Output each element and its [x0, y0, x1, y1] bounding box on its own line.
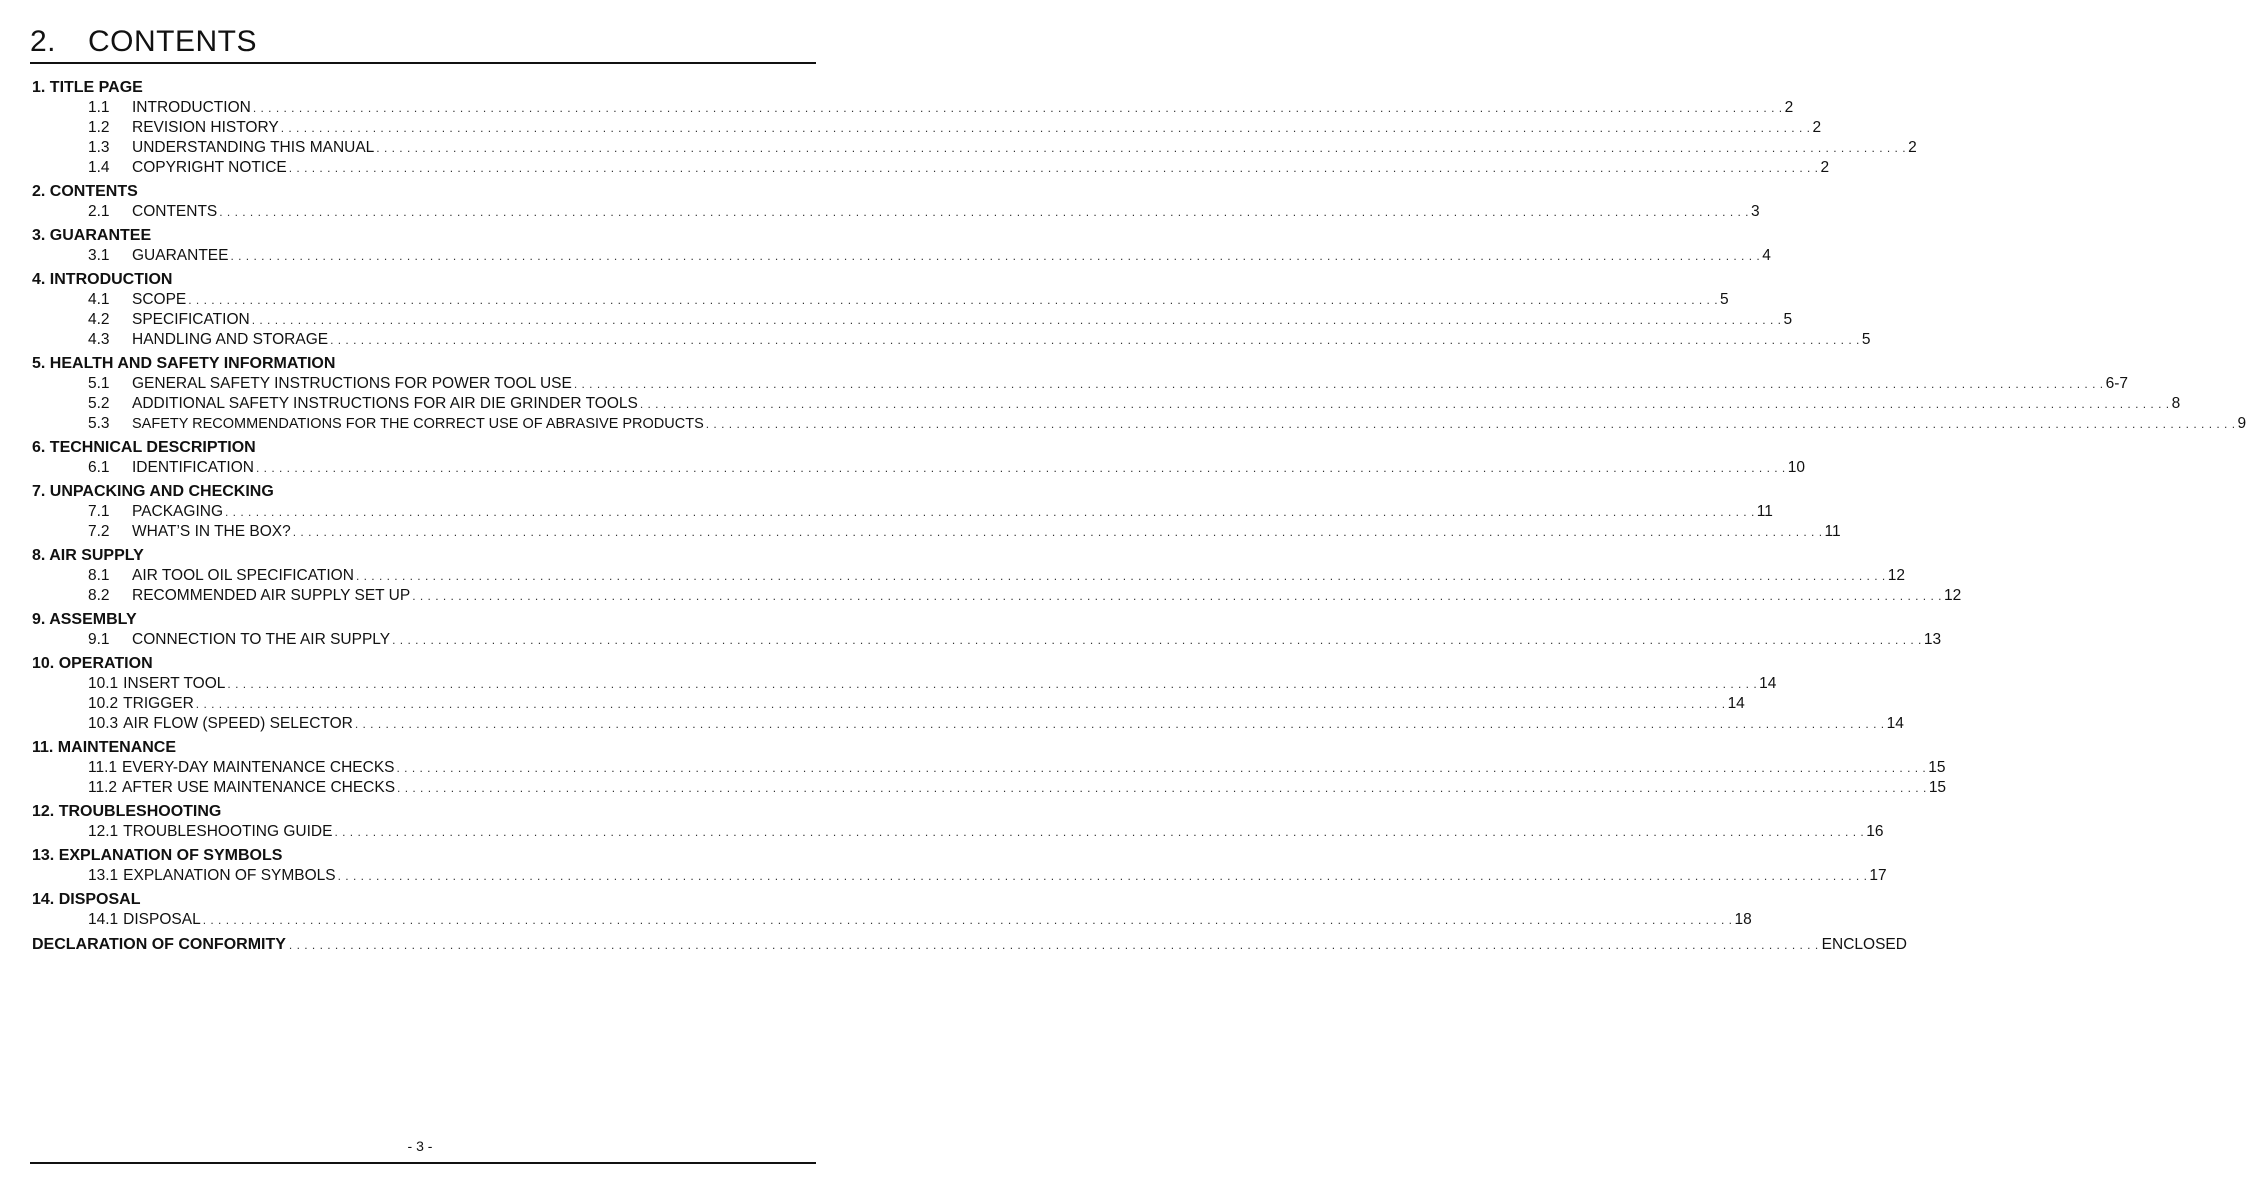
toc-section — [32, 890, 1752, 930]
toc-entry-page: 12 — [1943, 587, 1962, 604]
toc-entry-page: 15 — [1928, 759, 1946, 776]
toc-entry[interactable] — [32, 330, 1871, 350]
toc-entry-label: GUARANTEE — [132, 247, 229, 264]
toc-entry[interactable] — [32, 118, 1822, 138]
toc-entry-label: HANDLING AND STORAGE — [132, 331, 329, 348]
toc-entry-page: 16 — [1866, 823, 1884, 840]
toc-section — [32, 438, 1806, 478]
toc-entry-number: 8.2 — [88, 587, 110, 604]
toc-entry[interactable] — [32, 674, 1777, 694]
toc-entry-label: CONNECTION TO THE AIR SUPPLY — [132, 631, 391, 648]
toc-entry-page: 13 — [1923, 631, 1942, 648]
toc-entry-label: IDENTIFICATION — [132, 459, 254, 476]
toc-entry-page: 14 — [1727, 695, 1745, 712]
toc-entry-number: 1.4 — [88, 159, 110, 176]
toc-entry-number: 13.1 — [88, 867, 119, 884]
toc-entry-number: 1.1 — [88, 99, 110, 116]
toc-entry[interactable] — [32, 866, 1887, 886]
dot-leader: . . . . . . . . . . . . . . . . . . . . . . . . . . . . . . . . . . . . . . . . . . . . . . . . . . . . . . . . . . . . . . . . . . . . . . . . . . . . . . . . . . . . . . . . . . . . . . . . . . . . . . . . . . . . . . . . . . . . . . . . . . . . . . . . . . . . . . . . . . . . . . . . . . . . . . . . . . . . . . . . . . . . . . . . . . . . . . . . . . . . . . . . . . . . . . . . . . . . . . . . — [280, 121, 1811, 135]
declaration-page: ENCLOSED — [1821, 936, 1907, 953]
toc-entry-page: 8 — [2171, 395, 2181, 412]
toc-entry-number: 2.1 — [88, 203, 110, 220]
dot-leader: . . . . . . . . . . . . . . . . . . . . . . . . . . . . . . . . . . . . . . . . . . . . . . . . . . . . . . . . . . . . . . . . . . . . . . . . . . . . . . . . . . . . . . . . . . . . . . . . . . . . . . . . . . . . . . . . . . . . . . . . . . . . . . . . . . . . . . . . . . . . . . . . . . . . . . . . . . . . . . . . . . . . . . . . . . . . . . . . . . . . . . . . . . . . . . . . . . . . . . . . — [355, 569, 1886, 583]
toc-entry-label: AFTER USE MAINTENANCE CHECKS — [122, 779, 396, 796]
toc-entry[interactable] — [32, 502, 1773, 522]
toc-entry-number: 11.1 — [88, 759, 118, 776]
toc-entry-number: 9.1 — [88, 631, 110, 648]
toc-section — [32, 270, 1871, 350]
toc-entry-number: 4.3 — [88, 331, 110, 348]
dot-leader: . . . . . . . . . . . . . . . . . . . . . . . . . . . . . . . . . . . . . . . . . . . . . . . . . . . . . . . . . . . . . . . . . . . . . . . . . . . . . . . . . . . . . . . . . . . . . . . . . . . . . . . . . . . . . . . . . . . . . . . . . . . . . . . . . . . . . . . . . . . . . . . . . . . . . . . . . . . . . . . . . . . . . . . . . . . . . . . . . . . . . . . . . . . . . . . . . . . . . . . . — [256, 461, 1786, 475]
toc-entry-label: RECOMMENDED AIR SUPPLY SET UP — [132, 587, 411, 604]
toc-entry[interactable] — [32, 374, 2128, 394]
toc-section-title[interactable]: 9. ASSEMBLY — [32, 611, 137, 628]
toc-section — [32, 226, 1771, 266]
dot-leader: . . . . . . . . . . . . . . . . . . . . . . . . . . . . . . . . . . . . . . . . . . . . . . . . . . . . . . . . . . . . . . . . . . . . . . . . . . . . . . . . . . . . . . . . . . . . . . . . . . . . . . . . . . . . . . . . . . . . . . . . . . . . . . . . . . . . . . . . . . . . . . . . . . . . . . . . . . . . . . . . . . . . . . . . . . . . . . . . . . . . . . . . . . . . . . . . . . . . . . . . — [288, 938, 1819, 952]
toc-section — [32, 78, 1917, 178]
toc-entry-number: 7.1 — [88, 503, 110, 520]
toc-entry[interactable] — [32, 138, 1917, 158]
dot-leader: . . . . . . . . . . . . . . . . . . . . . . . . . . . . . . . . . . . . . . . . . . . . . . . . . . . . . . . . . . . . . . . . . . . . . . . . . . . . . . . . . . . . . . . . . . . . . . . . . . . . . . . . . . . . . . . . . . . . . . . . . . . . . . . . . . . . . . . . . . . . . . . . . . . . . . . . . . . . . . . . . . . . . . . . . . . . . . . . . . . . . . . . . . . . . . . . . . . . . . . . — [639, 397, 2170, 411]
toc-entry[interactable] — [32, 98, 1794, 118]
toc-entry-page: 4 — [1762, 247, 1771, 264]
toc-entry-page: 6-7 — [2105, 375, 2128, 392]
toc-entry-page: 11 — [1824, 523, 1841, 540]
toc-entry[interactable] — [32, 414, 2246, 434]
toc-entry-page: 10 — [1787, 459, 1806, 476]
toc-entry[interactable] — [32, 290, 1729, 310]
toc-entry[interactable] — [32, 822, 1884, 842]
dot-leader: . . . . . . . . . . . . . . . . . . . . . . . . . . . . . . . . . . . . . . . . . . . . . . . . . . . . . . . . . . . . . . . . . . . . . . . . . . . . . . . . . . . . . . . . . . . . . . . . . . . . . . . . . . . . . . . . . . . . . . . . . . . . . . . . . . . . . . . . . . . . . . . . . . . . . . . . . . . . . . . . . . . . . . . . . . . . . . . . . . . . . . . . . . . . . . . . . . . . . . . . — [705, 417, 2236, 431]
toc-section-title[interactable]: 7. UNPACKING AND CHECKING — [32, 483, 274, 500]
toc-entry[interactable] — [32, 566, 1905, 586]
toc-entry-label: SCOPE — [132, 291, 187, 308]
toc-entry-label: PACKAGING — [132, 503, 224, 520]
toc-entry-page: 3 — [1751, 203, 1760, 220]
dot-leader: . . . . . . . . . . . . . . . . . . . . . . . . . . . . . . . . . . . . . . . . . . . . . . . . . . . . . . . . . . . . . . . . . . . . . . . . . . . . . . . . . . . . . . . . . . . . . . . . . . . . . . . . . . . . . . . . . . . . . . . . . . . . . . . . . . . . . . . . . . . . . . . . . . . . . . . . . . . . . . . . . . . . . . . . . . . . . . . . . . . . . . . . . . . . . . . . . . . . . . . . — [330, 333, 1860, 347]
toc-section-title[interactable]: 8. AIR SUPPLY — [32, 547, 144, 564]
toc-entry-number: 1.3 — [88, 139, 110, 156]
table-of-contents — [32, 78, 2246, 956]
toc-section-title[interactable]: 14. DISPOSAL — [32, 891, 141, 908]
toc-entry-number: 1.2 — [88, 119, 110, 136]
toc-entry-label: EXPLANATION OF SYMBOLS — [123, 867, 336, 884]
dot-leader: . . . . . . . . . . . . . . . . . . . . . . . . . . . . . . . . . . . . . . . . . . . . . . . . . . . . . . . . . . . . . . . . . . . . . . . . . . . . . . . . . . . . . . . . . . . . . . . . . . . . . . . . . . . . . . . . . . . . . . . . . . . . . . . . . . . . . . . . . . . . . . . . . . . . . . . . . . . . . . . . . . . . . . . . . . . . . . . . . . . . . . . . . . . . . . . . . . . . . . . . — [337, 869, 1868, 883]
toc-entry-label: ADDITIONAL SAFETY INSTRUCTIONS FOR AIR DIE GRINDER TOOLS — [132, 395, 638, 412]
toc-entry-page: 14 — [1886, 715, 1904, 732]
toc-entry-page: 17 — [1869, 867, 1887, 884]
header-divider — [30, 62, 816, 64]
toc-entry-number: 14.1 — [88, 911, 119, 928]
toc-entry-label: SAFETY RECOMMENDATIONS FOR THE CORRECT USE OF ABRASIVE PRODUCTS — [132, 416, 704, 432]
toc-entry[interactable] — [32, 758, 1946, 778]
toc-entry-label: REVISION HISTORY — [132, 119, 279, 136]
toc-section-title[interactable]: 13. EXPLANATION OF SYMBOLS — [32, 847, 283, 864]
toc-entry[interactable] — [32, 202, 1760, 222]
toc-entry-label: TROUBLESHOOTING GUIDE — [123, 823, 333, 840]
declaration-label: DECLARATION OF CONFORMITY — [32, 936, 286, 953]
toc-entry-label: INSERT TOOL — [123, 675, 226, 692]
dot-leader: . . . . . . . . . . . . . . . . . . . . . . . . . . . . . . . . . . . . . . . . . . . . . . . . . . . . . . . . . . . . . . . . . . . . . . . . . . . . . . . . . . . . . . . . . . . . . . . . . . . . . . . . . . . . . . . . . . . . . . . . . . . . . . . . . . . . . . . . . . . . . . . . . . . . . . . . . . . . . . . . . . . . . . . . . . . . . . . . . . . . . . . . . . . . . . . . . . . . . . . . — [202, 913, 1733, 927]
toc-entry-page: 15 — [1928, 779, 1947, 796]
toc-entry-label: UNDERSTANDING THIS MANUAL — [132, 139, 375, 156]
dot-leader: . . . . . . . . . . . . . . . . . . . . . . . . . . . . . . . . . . . . . . . . . . . . . . . . . . . . . . . . . . . . . . . . . . . . . . . . . . . . . . . . . . . . . . . . . . . . . . . . . . . . . . . . . . . . . . . . . . . . . . . . . . . . . . . . . . . . . . . . . . . . . . . . . . . . . . . . . . . . . . . . . . . . . . . . . . . . . . . . . . . . . . . . . . . . . . . . . . . . . . . . — [392, 633, 1922, 647]
dot-leader: . . . . . . . . . . . . . . . . . . . . . . . . . . . . . . . . . . . . . . . . . . . . . . . . . . . . . . . . . . . . . . . . . . . . . . . . . . . . . . . . . . . . . . . . . . . . . . . . . . . . . . . . . . . . . . . . . . . . . . . . . . . . . . . . . . . . . . . . . . . . . . . . . . . . . . . . . . . . . . . . . . . . . . . . . . . . . . . . . . . . . . . . . . . . . . . . . . . . . . . . — [376, 141, 1907, 155]
dot-leader: . . . . . . . . . . . . . . . . . . . . . . . . . . . . . . . . . . . . . . . . . . . . . . . . . . . . . . . . . . . . . . . . . . . . . . . . . . . . . . . . . . . . . . . . . . . . . . . . . . . . . . . . . . . . . . . . . . . . . . . . . . . . . . . . . . . . . . . . . . . . . . . . . . . . . . . . . . . . . . . . . . . . . . . . . . . . . . . . . . . . . . . . . . . . . . . . . . . . . . . . — [230, 249, 1761, 263]
dot-leader: . . . . . . . . . . . . . . . . . . . . . . . . . . . . . . . . . . . . . . . . . . . . . . . . . . . . . . . . . . . . . . . . . . . . . . . . . . . . . . . . . . . . . . . . . . . . . . . . . . . . . . . . . . . . . . . . . . . . . . . . . . . . . . . . . . . . . . . . . . . . . . . . . . . . . . . . . . . . . . . . . . . . . . . . . . . . . . . . . . . . . . . . . . . . . . . . . . . . . . . . — [292, 525, 1823, 539]
toc-entry-label: CONTENTS — [132, 203, 218, 220]
toc-section-title[interactable]: 11. MAINTENANCE — [32, 739, 177, 756]
toc-entry-page: 12 — [1887, 567, 1905, 584]
toc-entry-page: 2 — [1784, 99, 1794, 116]
page-number: - 3 - — [407, 1138, 433, 1154]
toc-section — [32, 354, 2246, 434]
toc-entry-page: 9 — [2237, 415, 2246, 432]
toc-entry[interactable] — [32, 246, 1771, 266]
toc-section — [32, 610, 1942, 650]
toc-entry[interactable] — [32, 910, 1752, 930]
toc-entry-number: 12.1 — [88, 823, 119, 840]
toc-entry-label: TRIGGER — [123, 695, 194, 712]
toc-entry[interactable] — [32, 158, 1830, 178]
dot-leader: . . . . . . . . . . . . . . . . . . . . . . . . . . . . . . . . . . . . . . . . . . . . . . . . . . . . . . . . . . . . . . . . . . . . . . . . . . . . . . . . . . . . . . . . . . . . . . . . . . . . . . . . . . . . . . . . . . . . . . . . . . . . . . . . . . . . . . . . . . . . . . . . . . . . . . . . . . . . . . . . . . . . . . . . . . . . . . . . . . . . . . . . . . . . . . . . . . . . . . . . — [219, 205, 1750, 219]
dot-leader: . . . . . . . . . . . . . . . . . . . . . . . . . . . . . . . . . . . . . . . . . . . . . . . . . . . . . . . . . . . . . . . . . . . . . . . . . . . . . . . . . . . . . . . . . . . . . . . . . . . . . . . . . . . . . . . . . . . . . . . . . . . . . . . . . . . . . . . . . . . . . . . . . . . . . . . . . . . . . . . . . . . . . . . . . . . . . . . . . . . . . . . . . . . . . . . . . . . . . . . . — [251, 313, 1782, 327]
toc-entry[interactable] — [32, 394, 2181, 414]
page-title — [30, 24, 816, 60]
toc-section — [32, 846, 1887, 886]
toc-section-title[interactable]: 10. OPERATION — [32, 655, 153, 672]
toc-section — [32, 738, 1947, 798]
toc-section-title[interactable]: 3. GUARANTEE — [32, 227, 152, 244]
toc-entry-number: 6.1 — [88, 459, 110, 476]
toc-entry[interactable] — [32, 586, 1962, 606]
toc-entry[interactable] — [32, 458, 1806, 478]
toc-section-title[interactable]: 2. CONTENTS — [32, 183, 138, 200]
toc-section — [32, 182, 1760, 222]
dot-leader: . . . . . . . . . . . . . . . . . . . . . . . . . . . . . . . . . . . . . . . . . . . . . . . . . . . . . . . . . . . . . . . . . . . . . . . . . . . . . . . . . . . . . . . . . . . . . . . . . . . . . . . . . . . . . . . . . . . . . . . . . . . . . . . . . . . . . . . . . . . . . . . . . . . . . . . . . . . . . . . . . . . . . . . . . . . . . . . . . . . . . . . . . . . . . . . . . . . . . . . . — [227, 677, 1758, 691]
dot-leader: . . . . . . . . . . . . . . . . . . . . . . . . . . . . . . . . . . . . . . . . . . . . . . . . . . . . . . . . . . . . . . . . . . . . . . . . . . . . . . . . . . . . . . . . . . . . . . . . . . . . . . . . . . . . . . . . . . . . . . . . . . . . . . . . . . . . . . . . . . . . . . . . . . . . . . . . . . . . . . . . . . . . . . . . . . . . . . . . . . . . . . . . . . . . . . . . . . . . . . . . — [225, 505, 1755, 519]
toc-entry-number: 3.1 — [88, 247, 110, 264]
toc-entry[interactable] — [32, 522, 1841, 542]
toc-entry-number: 10.2 — [88, 695, 119, 712]
toc-entry[interactable] — [32, 310, 1793, 330]
dot-leader: . . . . . . . . . . . . . . . . . . . . . . . . . . . . . . . . . . . . . . . . . . . . . . . . . . . . . . . . . . . . . . . . . . . . . . . . . . . . . . . . . . . . . . . . . . . . . . . . . . . . . . . . . . . . . . . . . . . . . . . . . . . . . . . . . . . . . . . . . . . . . . . . . . . . . . . . . . . . . . . . . . . . . . . . . . . . . . . . . . . . . . . . . . . . . . . . . . . . . . . . — [195, 697, 1726, 711]
toc-entry-number: 5.1 — [88, 375, 110, 392]
toc-entry-page: 18 — [1734, 911, 1752, 928]
dot-leader: . . . . . . . . . . . . . . . . . . . . . . . . . . . . . . . . . . . . . . . . . . . . . . . . . . . . . . . . . . . . . . . . . . . . . . . . . . . . . . . . . . . . . . . . . . . . . . . . . . . . . . . . . . . . . . . . . . . . . . . . . . . . . . . . . . . . . . . . . . . . . . . . . . . . . . . . . . . . . . . . . . . . . . . . . . . . . . . . . . . . . . . . . . . . . . . . . . . . . . . . — [288, 161, 1819, 175]
toc-entry[interactable] — [32, 778, 1947, 798]
toc-entry-number: 8.1 — [88, 567, 110, 584]
toc-entry-number: 5.3 — [88, 415, 110, 432]
toc-entry-label: GENERAL SAFETY INSTRUCTIONS FOR POWER TOOL USE — [132, 375, 572, 392]
toc-entry-label: COPYRIGHT NOTICE — [132, 159, 287, 176]
toc-entry[interactable] — [32, 714, 1904, 734]
dot-leader: . . . . . . . . . . . . . . . . . . . . . . . . . . . . . . . . . . . . . . . . . . . . . . . . . . . . . . . . . . . . . . . . . . . . . . . . . . . . . . . . . . . . . . . . . . . . . . . . . . . . . . . . . . . . . . . . . . . . . . . . . . . . . . . . . . . . . . . . . . . . . . . . . . . . . . . . . . . . . . . . . . . . . . . . . . . . . . . . . . . . . . . . . . . . . . . . . . . . . . . . — [573, 377, 2104, 391]
footer-divider — [30, 1162, 816, 1164]
toc-entry-label: DISPOSAL — [123, 911, 201, 928]
toc-entry-number: 11.2 — [88, 779, 118, 796]
toc-section-title[interactable]: 1. TITLE PAGE — [32, 79, 143, 96]
toc-section-title[interactable]: 5. HEALTH AND SAFETY INFORMATION — [32, 355, 336, 372]
toc-entry-number: 7.2 — [88, 523, 110, 540]
toc-entry-label: AIR FLOW (SPEED) SELECTOR — [123, 715, 353, 732]
dot-leader: . . . . . . . . . . . . . . . . . . . . . . . . . . . . . . . . . . . . . . . . . . . . . . . . . . . . . . . . . . . . . . . . . . . . . . . . . . . . . . . . . . . . . . . . . . . . . . . . . . . . . . . . . . . . . . . . . . . . . . . . . . . . . . . . . . . . . . . . . . . . . . . . . . . . . . . . . . . . . . . . . . . . . . . . . . . . . . . . . . . . . . . . . . . . . . . . . . . . . . . . — [397, 781, 1927, 795]
toc-entry-number: 10.3 — [88, 715, 119, 732]
toc-entry-label: WHAT’S IN THE BOX? — [132, 523, 291, 540]
toc-section-title[interactable]: 12. TROUBLESHOOTING — [32, 803, 222, 820]
toc-entry[interactable] — [32, 630, 1942, 650]
toc-entry-page: 2 — [1820, 159, 1830, 176]
toc-section — [32, 802, 1884, 842]
toc-entry-page: 5 — [1720, 291, 1729, 308]
toc-entry-page: 5 — [1861, 331, 1871, 348]
toc-section — [32, 482, 1841, 542]
toc-entry-number: 5.2 — [88, 395, 110, 412]
toc-entry-label: SPECIFICATION — [132, 311, 250, 328]
toc-entry-number: 10.1 — [88, 675, 119, 692]
toc-entry-label: EVERY-DAY MAINTENANCE CHECKS — [122, 759, 395, 776]
toc-section-title[interactable]: 4. INTRODUCTION — [32, 271, 173, 288]
page-title-text: CONTENTS — [88, 25, 257, 58]
toc-section — [32, 546, 1962, 606]
dot-leader: . . . . . . . . . . . . . . . . . . . . . . . . . . . . . . . . . . . . . . . . . . . . . . . . . . . . . . . . . . . . . . . . . . . . . . . . . . . . . . . . . . . . . . . . . . . . . . . . . . . . . . . . . . . . . . . . . . . . . . . . . . . . . . . . . . . . . . . . . . . . . . . . . . . . . . . . . . . . . . . . . . . . . . . . . . . . . . . . . . . . . . . . . . . . . . . . . . . . . . . . — [188, 293, 1719, 307]
toc-entry-page: 14 — [1759, 675, 1777, 692]
toc-entry-page: 11 — [1756, 503, 1773, 520]
toc-entry-page: 5 — [1783, 311, 1793, 328]
declaration-of-conformity-entry[interactable] — [32, 934, 1907, 956]
toc-entry-label: INTRODUCTION — [132, 99, 251, 116]
toc-section — [32, 654, 1904, 734]
toc-entry-number: 4.1 — [88, 291, 110, 308]
dot-leader: . . . . . . . . . . . . . . . . . . . . . . . . . . . . . . . . . . . . . . . . . . . . . . . . . . . . . . . . . . . . . . . . . . . . . . . . . . . . . . . . . . . . . . . . . . . . . . . . . . . . . . . . . . . . . . . . . . . . . . . . . . . . . . . . . . . . . . . . . . . . . . . . . . . . . . . . . . . . . . . . . . . . . . . . . . . . . . . . . . . . . . . . . . . . . . . . . . . . . . . . — [334, 825, 1865, 839]
toc-section-title[interactable]: 6. TECHNICAL DESCRIPTION — [32, 439, 256, 456]
toc-entry-label: AIR TOOL OIL SPECIFICATION — [132, 567, 354, 584]
dot-leader: . . . . . . . . . . . . . . . . . . . . . . . . . . . . . . . . . . . . . . . . . . . . . . . . . . . . . . . . . . . . . . . . . . . . . . . . . . . . . . . . . . . . . . . . . . . . . . . . . . . . . . . . . . . . . . . . . . . . . . . . . . . . . . . . . . . . . . . . . . . . . . . . . . . . . . . . . . . . . . . . . . . . . . . . . . . . . . . . . . . . . . . . . . . . . . . . . . . . . . . . — [396, 761, 1927, 775]
dot-leader: . . . . . . . . . . . . . . . . . . . . . . . . . . . . . . . . . . . . . . . . . . . . . . . . . . . . . . . . . . . . . . . . . . . . . . . . . . . . . . . . . . . . . . . . . . . . . . . . . . . . . . . . . . . . . . . . . . . . . . . . . . . . . . . . . . . . . . . . . . . . . . . . . . . . . . . . . . . . . . . . . . . . . . . . . . . . . . . . . . . . . . . . . . . . . . . . . . . . . . . . — [354, 717, 1885, 731]
toc-entry-number: 4.2 — [88, 311, 110, 328]
toc-entry-page: 2 — [1908, 139, 1917, 156]
toc-entry-page: 2 — [1812, 119, 1822, 136]
dot-leader: . . . . . . . . . . . . . . . . . . . . . . . . . . . . . . . . . . . . . . . . . . . . . . . . . . . . . . . . . . . . . . . . . . . . . . . . . . . . . . . . . . . . . . . . . . . . . . . . . . . . . . . . . . . . . . . . . . . . . . . . . . . . . . . . . . . . . . . . . . . . . . . . . . . . . . . . . . . . . . . . . . . . . . . . . . . . . . . . . . . . . . . . . . . . . . . . . . . . . . . . — [252, 101, 1783, 115]
toc-entry[interactable] — [32, 694, 1745, 714]
page-title-number: 2. — [30, 25, 57, 58]
dot-leader: . . . . . . . . . . . . . . . . . . . . . . . . . . . . . . . . . . . . . . . . . . . . . . . . . . . . . . . . . . . . . . . . . . . . . . . . . . . . . . . . . . . . . . . . . . . . . . . . . . . . . . . . . . . . . . . . . . . . . . . . . . . . . . . . . . . . . . . . . . . . . . . . . . . . . . . . . . . . . . . . . . . . . . . . . . . . . . . . . . . . . . . . . . . . . . . . . . . . . . . . — [412, 589, 1942, 603]
